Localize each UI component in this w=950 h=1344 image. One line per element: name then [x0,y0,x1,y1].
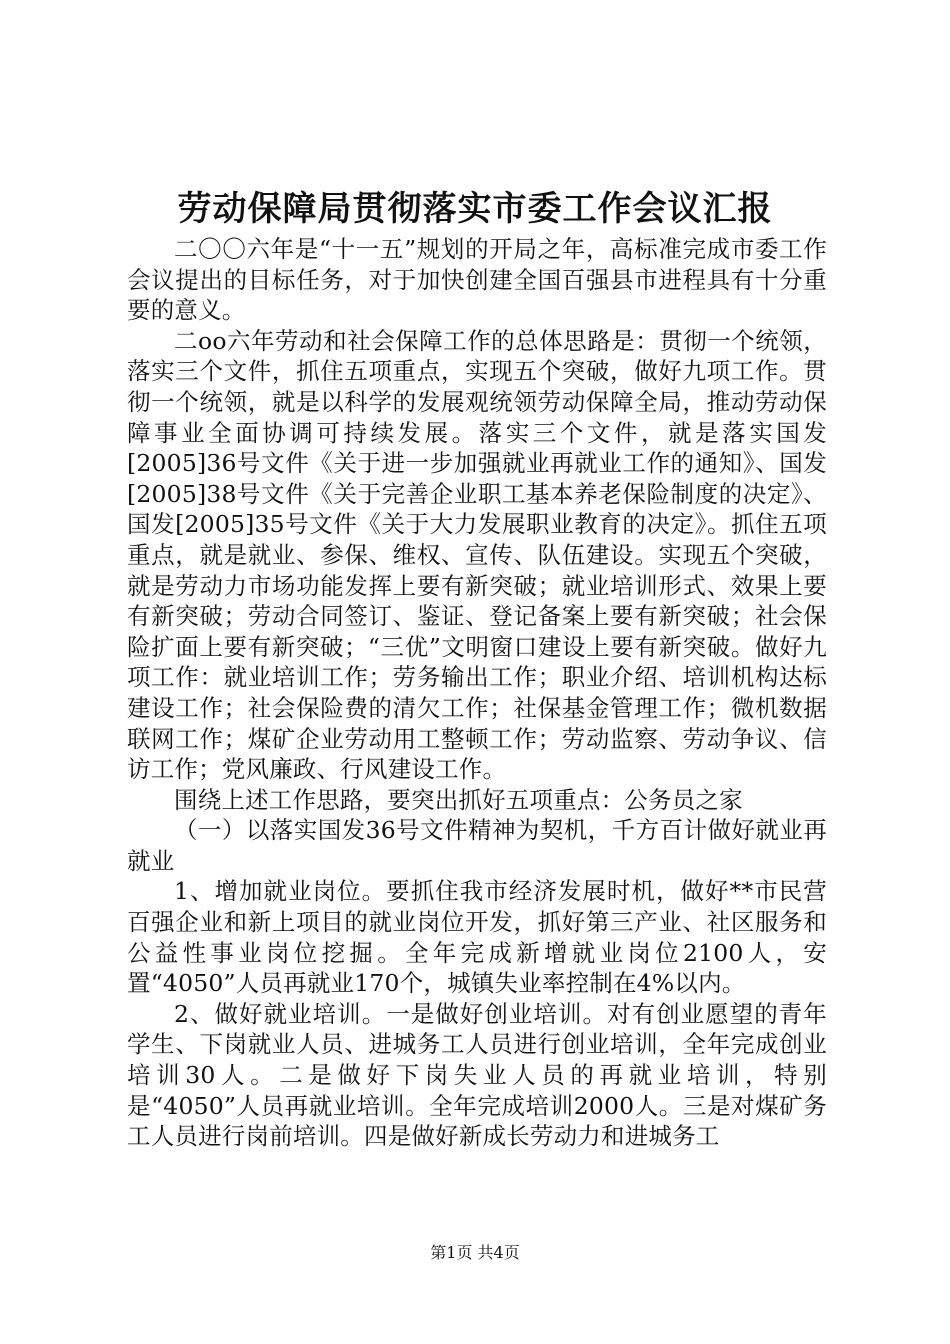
document-title: 劳动保障局贯彻落实市委工作会议汇报 [177,189,773,229]
paragraph-item-1: 1、增加就业岗位。要抓住我市经济发展时机，做好**市民营百强企业和新上项目的就业岗位开发，抓好第三产业、社区服务和公益性事业岗位挖掘。全年完成新增就业岗位2100人，安置“4050”人员再就业170个，城镇失业率控制在4%以内。 [127,877,827,998]
paragraph-section-heading-1: （一）以落实国发36号文件精神为契机，千方百计做好就业再就业 [127,816,827,875]
paragraph-item-2: 2、做好就业培训。一是做好创业培训。对有创业愿望的青年学生、下岗就业人员、进城务工人员进行创业培训，全年完成创业培训30人。二是做好下岗失业人员的再就业培训，特别是“4050”人员再就业培训。全年完成培训2000人。三是对煤矿务工人员进行岗前培训。四是做好新成长劳动力和进城务工 [127,999,827,1151]
document-body [127,234,827,1152]
paragraph-intro: 二〇〇六年是“十一五”规划的开局之年，高标准完成市委工作会议提出的目标任务，对于加快创建全国百强县市进程具有十分重要的意义。 [127,235,827,325]
paragraph-five-priorities: 围绕上述工作思路，要突出抓好五项重点：公务员之家 [174,785,743,814]
page-number-footer: 第1页 共4页 [430,1243,520,1262]
paragraph-overall-approach: 二oo六年劳动和社会保障工作的总体思路是：贯彻一个统领，落实三个文件，抓住五项重点，实现五个突破，做好九项工作。贯彻一个统领，就是以科学的发展观统领劳动保障全局，推动劳动保障事业全面协调可持续发展。落实三个文件，就是落实国发[2005]36号文件《关于进一步加强就业再就业工作的通知》、国发[2005]38号文件《关于完善企业职工基本养老保险制度的决定》、国发[2005]35号文件《关于大力发展职业教育的决定》。抓住五项重点，就是就业、参保、维权、宣传、队伍建设。实现五个突破，就是劳动力市场功能发挥上要有新突破；就业培训形式、效果上要有新突破；劳动合同签订、鉴证、登记备案上要有新突破；社会保险扩面上要有新突破；“三优”文明窗口建设上要有新突破。做好九项工作：就业培训工作；劳务输出工作；职业介绍、培训机构达标建设工作；社会保险费的清欠工作；社保基金管理工作；微机数据联网工作；煤矿企业劳动用工整顿工作；劳动监察、劳动争议、信访工作；党风廉政、行风建设工作。 [127,326,827,784]
